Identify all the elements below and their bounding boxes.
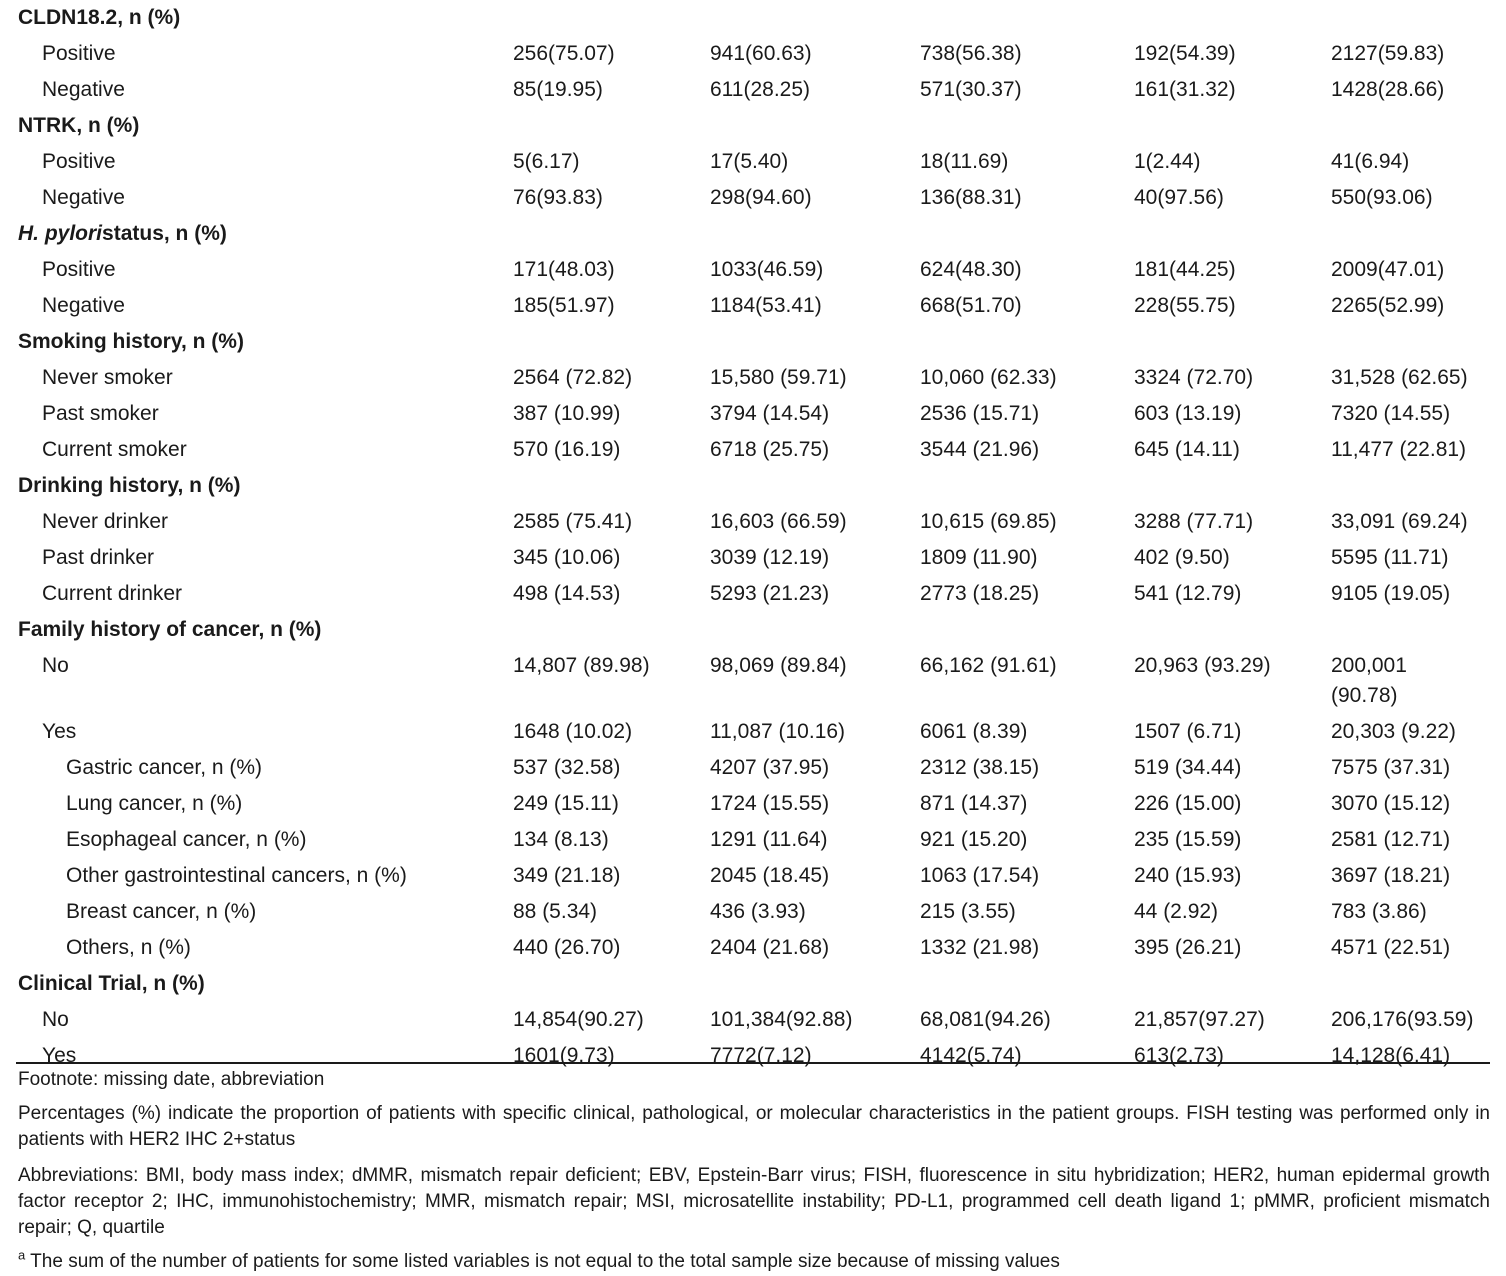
- table-row: [0, 1002, 1506, 1038]
- table-cell: 541 (12.79): [1134, 582, 1242, 605]
- table-cell: 41(6.94): [1331, 150, 1410, 173]
- table-cell: 185(51.97): [513, 294, 615, 317]
- group-header: [0, 108, 1506, 144]
- table-cell: 11,087 (10.16): [710, 720, 846, 743]
- footnote-a-marker: a: [18, 1247, 26, 1263]
- table-row: [0, 252, 1506, 288]
- table-cell: 783 (3.86): [1331, 900, 1427, 923]
- group-title-suffix: , n (%): [180, 330, 244, 353]
- group-title-text: Clinical Trial: [18, 972, 142, 995]
- table-row: [0, 432, 1506, 468]
- table-cell: 1(2.44): [1134, 150, 1201, 173]
- table-cell: 3697 (18.21): [1331, 864, 1451, 887]
- table-cell: 611(28.25): [710, 78, 811, 101]
- row-label: Esophageal cancer, n (%): [66, 828, 307, 851]
- table-cell: 181(44.25): [1134, 258, 1236, 281]
- table-row: [0, 822, 1506, 858]
- row-label: Negative: [42, 186, 125, 209]
- table-cell: 4142(5.74): [920, 1044, 1022, 1067]
- table-cell: 4571 (22.51): [1331, 936, 1451, 959]
- table-cell: 7320 (14.55): [1331, 402, 1451, 425]
- table-cell: 2773 (18.25): [920, 582, 1040, 605]
- table-row: [0, 858, 1506, 894]
- table-cell: 550(93.06): [1331, 186, 1433, 209]
- table-cell: 645 (14.11): [1134, 438, 1240, 461]
- table-cell: 3324 (72.70): [1134, 366, 1254, 389]
- table-cell: 6061 (8.39): [920, 720, 1028, 743]
- row-label: Past drinker: [42, 546, 155, 569]
- row-label: Current smoker: [42, 438, 187, 461]
- row-label: Positive: [42, 258, 116, 281]
- row-label: Yes: [42, 1044, 77, 1067]
- table-cell: 44 (2.92): [1134, 900, 1219, 923]
- table-cell: 88 (5.34): [513, 900, 598, 923]
- table-cell: 2564 (72.82): [513, 366, 633, 389]
- group-title-text: CLDN18.2: [18, 6, 118, 29]
- table-cell: 20,963 (93.29): [1134, 654, 1271, 677]
- table-cell: 613(2.73): [1134, 1044, 1224, 1067]
- group-header: [0, 324, 1506, 360]
- table-cell: 5595 (11.71): [1331, 546, 1449, 569]
- table-cell: 101,384(92.88): [710, 1008, 853, 1031]
- group-title-text: Family history of cancer: [18, 618, 259, 641]
- footnote-a: [18, 1249, 1490, 1275]
- table-cell: 2581 (12.71): [1331, 828, 1451, 851]
- table-cell: 6718 (25.75): [710, 438, 830, 461]
- table-cell: 40(97.56): [1134, 186, 1224, 209]
- table-cell: 66,162 (91.61): [920, 654, 1057, 677]
- table-cell: 871 (14.37): [920, 792, 1028, 815]
- table-cell: 668(51.70): [920, 294, 1022, 317]
- table-cell: 200,001 (90.78): [1331, 654, 1407, 707]
- group-title: [18, 324, 244, 360]
- table-cell: 1291 (11.64): [710, 828, 828, 851]
- table-cell: 402 (9.50): [1134, 546, 1230, 569]
- table-cell: 240 (15.93): [1134, 864, 1242, 887]
- table-cell: 570 (16.19): [513, 438, 621, 461]
- table-cell: 440 (26.70): [513, 936, 621, 959]
- table-cell: 7772(7.12): [710, 1044, 812, 1067]
- table-row: [0, 144, 1506, 180]
- table-cell: 3039 (12.19): [710, 546, 830, 569]
- table-cell: 228(55.75): [1134, 294, 1236, 317]
- table-cell: 603 (13.19): [1134, 402, 1242, 425]
- table-cell: 21,857(97.27): [1134, 1008, 1265, 1031]
- table-cell: 2127(59.83): [1331, 42, 1445, 65]
- group-header: [0, 0, 1506, 36]
- row-label: No: [42, 654, 69, 677]
- table-cell: 68,081(94.26): [920, 1008, 1051, 1031]
- table-cell: 134 (8.13): [513, 828, 609, 851]
- table-cell: 1507 (6.71): [1134, 720, 1242, 743]
- group-title-rest: status: [102, 222, 164, 245]
- table-row: [0, 72, 1506, 108]
- table-cell: 1063 (17.54): [920, 864, 1040, 887]
- table-cell: 395 (26.21): [1134, 936, 1242, 959]
- table-cell: 33,091 (69.24): [1331, 510, 1468, 533]
- table-cell: 14,128(6.41): [1331, 1044, 1451, 1067]
- table-cell: 2312 (38.15): [920, 756, 1040, 779]
- table-row: [0, 288, 1506, 324]
- row-label: Positive: [42, 150, 116, 173]
- table-cell: 1809 (11.90): [920, 546, 1038, 569]
- group-title-suffix: , n (%): [76, 114, 140, 137]
- table-cell: 9105 (19.05): [1331, 582, 1451, 605]
- table-row: [0, 36, 1506, 72]
- table-cell: 171(48.03): [513, 258, 615, 281]
- table-cell: 1332 (21.98): [920, 936, 1040, 959]
- table-cell: 624(48.30): [920, 258, 1022, 281]
- table-cell: 941(60.63): [710, 42, 812, 65]
- group-header: [0, 216, 1506, 252]
- table-cell: 2045 (18.45): [710, 864, 830, 887]
- table-cell: 5(6.17): [513, 150, 580, 173]
- table-cell: 249 (15.11): [513, 792, 619, 815]
- table-row: [0, 396, 1506, 432]
- table-row: [0, 750, 1506, 786]
- table-cell: 85(19.95): [513, 78, 603, 101]
- table-cell: 3288 (77.71): [1134, 510, 1254, 533]
- table-cell: 3544 (21.96): [920, 438, 1040, 461]
- table-cell: 14,854(90.27): [513, 1008, 644, 1031]
- table-cell: 206,176(93.59): [1331, 1008, 1474, 1031]
- table-cell: 436 (3.93): [710, 900, 806, 923]
- group-title-suffix: , n (%): [258, 618, 322, 641]
- row-label: Never smoker: [42, 366, 173, 389]
- footnote-a-text: The sum of the number of patients for some listed variables is not equal to the total sample size because of missing values: [25, 1251, 1060, 1272]
- table-cell: 2585 (75.41): [513, 510, 633, 533]
- table-cell: 192(54.39): [1134, 42, 1236, 65]
- table-cell: 20,303 (9.22): [1331, 720, 1456, 743]
- row-label: Negative: [42, 294, 125, 317]
- table-cell: 14,807 (89.98): [513, 654, 650, 677]
- table-row: [0, 930, 1506, 966]
- row-label: Negative: [42, 78, 125, 101]
- table-row: [0, 648, 1506, 707]
- table-cell: 10,615 (69.85): [920, 510, 1057, 533]
- row-label: Lung cancer, n (%): [66, 792, 243, 815]
- table-cell: 15,580 (59.71): [710, 366, 847, 389]
- table-cell: 387 (10.99): [513, 402, 621, 425]
- table-cell: 136(88.31): [920, 186, 1022, 209]
- row-label: Past smoker: [42, 402, 159, 425]
- group-title-suffix: , n (%): [117, 6, 181, 29]
- table-bottom-rule: [16, 1062, 1490, 1064]
- table-cell: 10,060 (62.33): [920, 366, 1057, 389]
- table-cell: 76(93.83): [513, 186, 603, 209]
- table-cell: 16,603 (66.59): [710, 510, 847, 533]
- table-cell: 1033(46.59): [710, 258, 824, 281]
- table-cell: 571(30.37): [920, 78, 1022, 101]
- row-label: No: [42, 1008, 69, 1031]
- group-title: [18, 216, 227, 252]
- table-cell: 738(56.38): [920, 42, 1022, 65]
- table-cell: 11,477 (22.81): [1331, 438, 1467, 461]
- table-cell: 537 (32.58): [513, 756, 621, 779]
- table-row: [0, 894, 1506, 930]
- group-title: [18, 966, 205, 1002]
- group-header: [0, 468, 1506, 504]
- table-cell: 519 (34.44): [1134, 756, 1242, 779]
- table-cell: 5293 (21.23): [710, 582, 830, 605]
- row-label: Positive: [42, 42, 116, 65]
- row-label: Other gastrointestinal cancers, n (%): [66, 864, 407, 887]
- table-cell: 7575 (37.31): [1331, 756, 1451, 779]
- table-cell: 1724 (15.55): [710, 792, 830, 815]
- table-row: [0, 714, 1506, 750]
- row-label: Others, n (%): [66, 936, 191, 959]
- row-label: Never drinker: [42, 510, 169, 533]
- table-cell: 4207 (37.95): [710, 756, 830, 779]
- table-row: [0, 576, 1506, 612]
- table-cell: 226 (15.00): [1134, 792, 1242, 815]
- table-cell: 2009(47.01): [1331, 258, 1445, 281]
- table-row: [0, 180, 1506, 216]
- table-row: [0, 786, 1506, 822]
- group-title: [18, 0, 180, 36]
- table-cell: 1648 (10.02): [513, 720, 633, 743]
- row-label: Gastric cancer, n (%): [66, 756, 263, 779]
- group-title-text: NTRK: [18, 114, 77, 137]
- row-label: Current drinker: [42, 582, 183, 605]
- table-cell: 215 (3.55): [920, 900, 1016, 923]
- table-cell: 98,069 (89.84): [710, 654, 847, 677]
- footnote-percentages: Percentages (%) indicate the proportion of patients with specific clinical, pathological, or molecular characteristics in the patient groups. FISH testing was performed only in patients with HER2 IHC 2+status: [18, 1103, 1490, 1150]
- table-cell: 235 (15.59): [1134, 828, 1242, 851]
- group-header: [0, 966, 1506, 1002]
- row-label: Yes: [42, 720, 77, 743]
- table-cell: 3070 (15.12): [1331, 792, 1451, 815]
- table-cell: 31,528 (62.65): [1331, 366, 1468, 389]
- table-cell: 921 (15.20): [920, 828, 1028, 851]
- table-row: [0, 360, 1506, 396]
- group-title-suffix: , n (%): [141, 972, 205, 995]
- group-header: [0, 612, 1506, 648]
- table-cell: 161(31.32): [1134, 78, 1236, 101]
- table-row: [0, 540, 1506, 576]
- table-cell: 1601(9.73): [513, 1044, 615, 1067]
- footnote-missing: Footnote: missing date, abbreviation: [18, 1069, 325, 1090]
- table-cell: 17(5.40): [710, 150, 789, 173]
- table-cell: 3794 (14.54): [710, 402, 830, 425]
- table-cell: 1428(28.66): [1331, 78, 1445, 101]
- table-cell: 2404 (21.68): [710, 936, 830, 959]
- table-cell: 1184(53.41): [710, 294, 822, 317]
- table-cell: 2265(52.99): [1331, 294, 1445, 317]
- group-title: [18, 612, 321, 648]
- group-title: [18, 108, 139, 144]
- group-title-text: Drinking history: [18, 474, 178, 497]
- row-label: Breast cancer, n (%): [66, 900, 257, 923]
- table-row: [0, 504, 1506, 540]
- table-cell: 349 (21.18): [513, 864, 621, 887]
- table-cell: 18(11.69): [920, 150, 1009, 173]
- table-cell: 498 (14.53): [513, 582, 621, 605]
- group-title-suffix: , n (%): [177, 474, 241, 497]
- group-title-suffix: , n (%): [163, 222, 227, 245]
- group-title: [18, 468, 240, 504]
- table-cell: 298(94.60): [710, 186, 812, 209]
- table-cell: 2536 (15.71): [920, 402, 1040, 425]
- table-cell: 345 (10.06): [513, 546, 621, 569]
- group-title-text: Smoking history: [18, 330, 181, 353]
- group-title-italic: H. pylori: [18, 222, 103, 245]
- table-cell: 256(75.07): [513, 42, 615, 65]
- footnote-abbreviations: Abbreviations: BMI, body mass index; dMMR, mismatch repair deficient; EBV, Epstein-Barr virus; FISH, fluorescence in situ hybridization; HER2, human epidermal growth factor receptor 2; IHC, immunohistochemistry; MMR, mismatch repair; MSI, microsatellite instability; PD-L1, programmed cell death ligand 1; pMMR, proficient mismatch repair; Q, quartile: [18, 1165, 1490, 1238]
